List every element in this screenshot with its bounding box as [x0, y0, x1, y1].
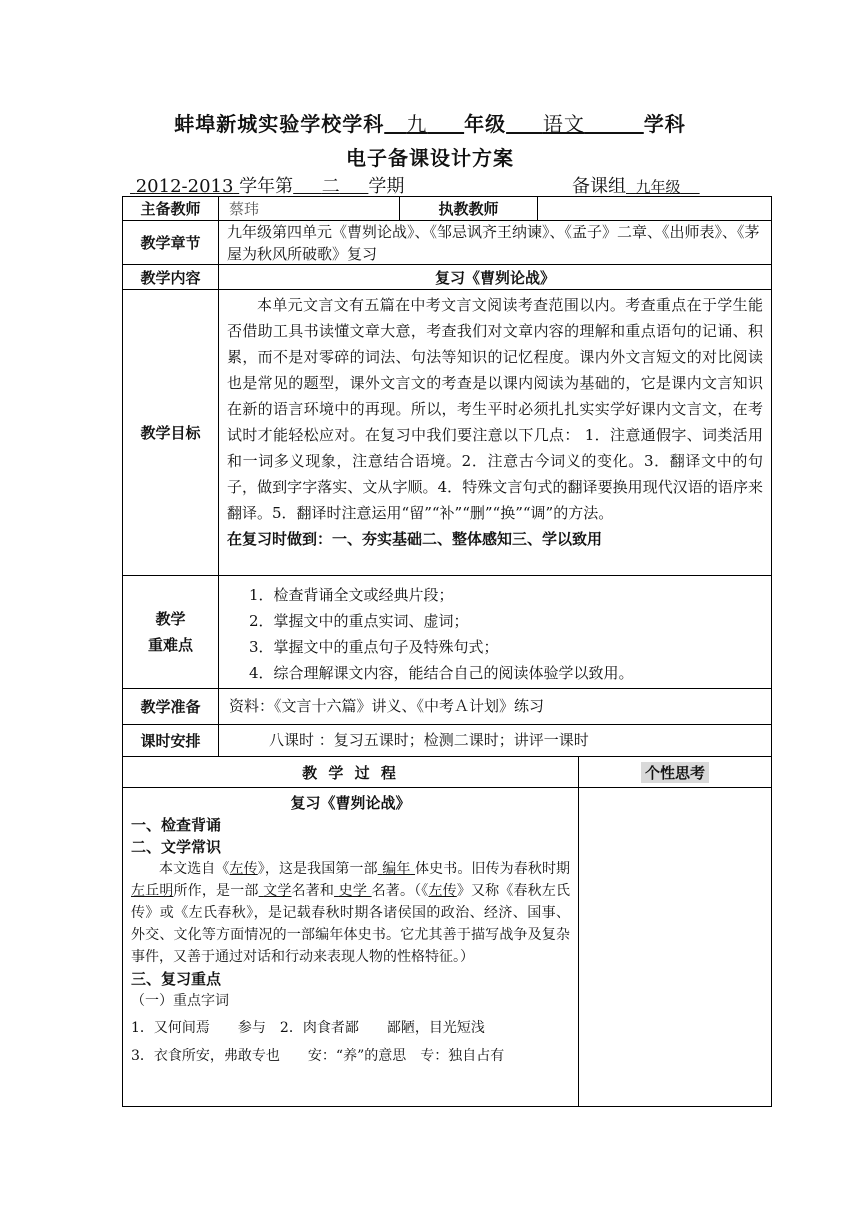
words-line-1: 1．又何间焉 参与 2．肉食者鄙 鄙陋，目光短浅: [131, 1020, 485, 1036]
schedule-label: 课时安排: [122, 724, 219, 757]
process-cell: [122, 787, 579, 1107]
chapter-value: 九年级第四单元《曹刿论战》、《邹忌讽齐王纳谏》、《孟子》二章、《出师表》、《茅屋为秋风所破歌》复习: [218, 220, 772, 265]
plan-title: 电子备课设计方案: [346, 146, 514, 170]
chapter-label: 教学章节: [122, 220, 219, 265]
prep-label: 教学准备: [122, 688, 219, 725]
reflection-label: 个性思考: [641, 762, 709, 783]
prep-value: 资料：《文言十六篇》讲义、《中考Ａ计划》练习: [218, 688, 772, 725]
reflection-header: [578, 756, 772, 788]
reflection-cell: [578, 787, 772, 1107]
difficulty-label: 教学 重难点: [122, 575, 219, 689]
goal-label: 教学目标: [122, 289, 219, 576]
subject-value: 语文: [542, 112, 585, 136]
goal-text: 本单元文言文有五篇在中考文言文阅读考查范围以内。考查重点在于学生能否借助工具书读懂文章大意，考查我们对文章内容的理解和重点语句的记诵、积累，而不是对零碎的词法、句法等知识的记忆程度。课内外文言短文的对比阅读也是常见的题型，课外文言文的考查是以课内阅读为基础的，它是课内文言知识在新的语言环境中的再现。所以，考生平时必须扎扎实实学好课内文言文，在考试时才能轻松应对。在复习中我们要注意以下几点： 1．注意通假字、词类活用和一词多义现象，注意结合语境。2．注意古今词义的变化。3．翻译文中的句子，做到字字落实、文从字顺。4．特殊文言句式的翻译要换用现代汉语的语序来翻译。5．翻译时注意运用“留”“补”“删”“换”“调”的方法。: [227, 296, 763, 522]
lead-teacher-label: 主备教师: [122, 196, 219, 221]
section-literature: 二、文学常识: [131, 838, 222, 856]
content-value: 复习《曹刿论战》: [218, 264, 772, 290]
school-title: 蚌埠新城实验学校学科 九 年级 语文 学科: [174, 112, 686, 136]
school-year: 2012-2013 学年第 二 学期: [135, 176, 405, 197]
grade-value: 九: [406, 112, 428, 136]
difficulty-item: 4．综合理解课文内容，能结合自己的阅读体验学以致用。: [249, 664, 634, 682]
exec-teacher-label: 执教教师: [399, 196, 538, 221]
difficulty-list: [218, 575, 772, 689]
lead-teacher-value: 蔡玮: [218, 196, 400, 221]
content-label: 教学内容: [122, 264, 219, 290]
words-line-2: 3．衣食所安，弗敢专也 安：“养”的意思 专：独自占有: [131, 1048, 505, 1064]
goal-cell: [218, 289, 772, 576]
process-title: 复习《曹刿论战》: [290, 794, 411, 812]
difficulty-item: 3．掌握文中的重点句子及特殊句式；: [249, 638, 499, 656]
section-recite: 一、检查背诵: [131, 816, 222, 834]
prep-group: 备课组 九年级: [572, 176, 681, 197]
subsection-words: （一）重点字词: [131, 993, 229, 1009]
goal-bold: 在复习时做到：一、夯实基础二、整体感知三、学以致用: [227, 530, 603, 548]
schedule-value: 八课时 ：复习五课时；检测二课时；讲评一课时: [218, 724, 772, 757]
difficulty-item: 2．掌握文中的重点实词、虚词；: [249, 612, 469, 630]
exec-teacher-value: [537, 196, 772, 221]
section-review: 三、复习重点: [131, 970, 222, 988]
difficulty-item: 1．检查背诵全文或经典片段；: [249, 586, 454, 604]
literature-paragraph: 本文选自《左传》，这是我国第一部 编年 体史书。旧传为春秋时期左丘明所作，是一部 文学名著和 史学 名著。（《左传》又称《春秋左氏传》或《左氏春秋》，是记载春秋时期各诸侯国的政治、经济、国事、外交、文化等方面情况的一部编年体史书。它尤其善于描写战争及复杂事件，又善于通过对话和行动来表现人物的性格特征。）: [131, 861, 571, 965]
process-label: 教 学 过 程: [122, 756, 579, 788]
